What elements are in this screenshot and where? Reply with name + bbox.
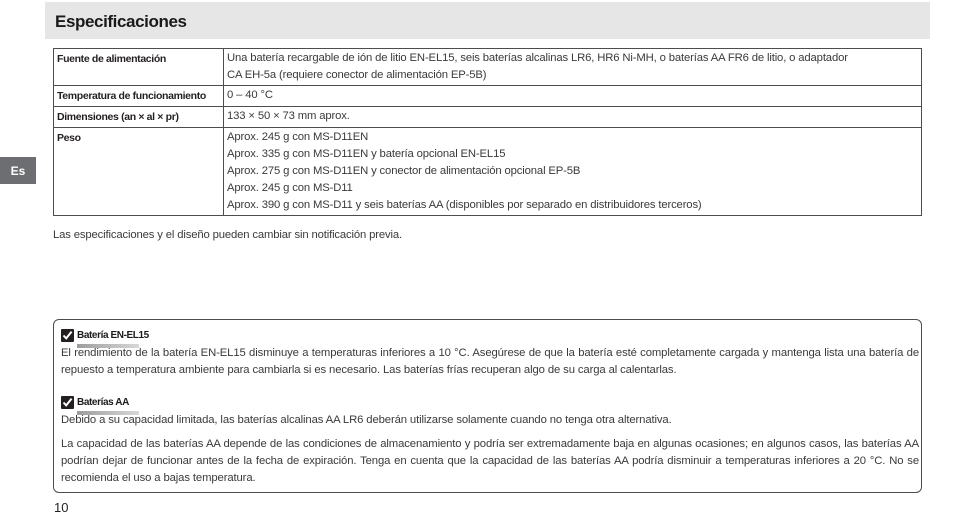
spec-value: [224, 128, 922, 216]
spec-value-line: 133 × 50 × 73 mm aprox.: [227, 110, 350, 122]
spec-value-line: Aprox. 245 g con MS-D11: [227, 182, 353, 194]
battery-notes-box: [53, 319, 922, 493]
table-row: [54, 107, 922, 128]
spec-value-line: 0 – 40 °C: [227, 89, 273, 101]
spec-label: Peso: [54, 128, 224, 216]
note-title: Baterías AA: [77, 397, 129, 408]
section-header: [45, 2, 930, 39]
table-row: [54, 128, 922, 216]
section-title: Especificaciones: [55, 12, 187, 31]
spec-label: Dimensiones (an × al × pr): [54, 107, 224, 128]
spec-value: [224, 49, 922, 86]
check-icon: [61, 396, 74, 409]
check-icon: [61, 329, 74, 342]
table-row: [54, 49, 922, 86]
spec-label: Fuente de alimentación: [54, 49, 224, 86]
page-number: 10: [54, 500, 69, 515]
note-heading-aa: [61, 392, 129, 412]
note-heading-en-el15: [61, 325, 149, 345]
table-row: [54, 86, 922, 107]
spec-value-line: Aprox. 335 g con MS-D11EN y batería opcional EN-EL15: [227, 148, 506, 160]
specifications-table: [53, 48, 922, 216]
spec-value-line: Aprox. 275 g con MS-D11EN y conector de alimentación opcional EP-5B: [227, 165, 581, 177]
spec-label: Temperatura de funcionamiento: [54, 86, 224, 107]
language-tab: Es: [0, 157, 36, 184]
spec-value-line: Aprox. 390 g con MS-D11 y seis baterías AA (disponibles por separado en distribuidores terceros): [227, 199, 702, 211]
note-title: Batería EN-EL15: [77, 330, 149, 341]
spec-value: [224, 107, 922, 128]
note-text: La capacidad de las baterías AA depende de las condiciones de almacenamiento y podría ser extremadamente baja en algunas ocasiones; en algunos casos, las baterías AA podrían dejar de funcionar antes de la fecha de expiración. Tenga en cuenta que la capacidad de las baterías AA podría disminuir a temperaturas inferiores a 20 °C. No se recomienda el uso a bajas temperatura.: [61, 438, 919, 484]
specs-footnote: Las especificaciones y el diseño pueden cambiar sin notificación previa.: [53, 229, 403, 241]
note-text: Debido a su capacidad limitada, las baterías alcalinas AA LR6 deberán utilizarse solamente cuando no tenga otra alternativa.: [61, 414, 672, 426]
spec-value-line: CA EH-5a (requiere conector de alimentación EP-5B): [227, 69, 487, 81]
spec-value-line: Una batería recargable de ión de litio EN-EL15, seis baterías alcalinas LR6, HR6 Ni-MH, o baterías AA FR6 de litio, o adaptador: [227, 52, 848, 64]
note-text: El rendimiento de la batería EN-EL15 disminuye a temperaturas inferiores a 10 °C. Asegúrese de que la batería esté completamente cargada y mantenga lista una batería de repuesto a temperatura ambiente para cambiarla si es necesario. Las baterías frías recuperan algo de su carga al calentarlas.: [61, 347, 919, 376]
spec-value-line: Aprox. 245 g con MS-D11EN: [227, 131, 369, 143]
spec-value: [224, 86, 922, 107]
